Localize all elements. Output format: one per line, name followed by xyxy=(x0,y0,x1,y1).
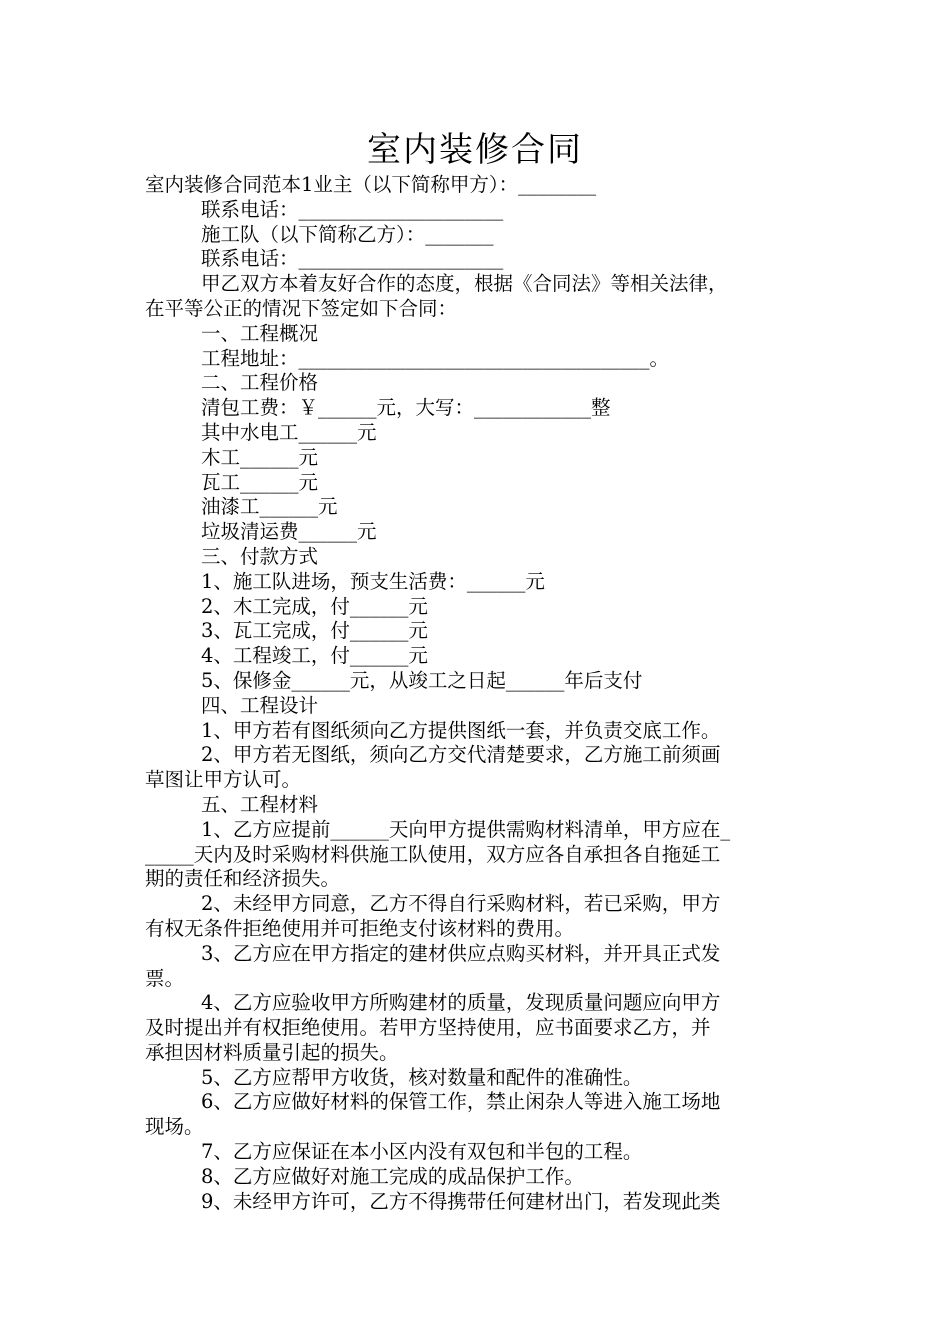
body-line: 瓦工______元 xyxy=(201,470,319,494)
body-line: 清包工费：￥______元，大写：____________整 xyxy=(201,396,611,420)
body-line: 1、施工队进场，预支生活费：______元 xyxy=(201,569,545,593)
body-line: 室内装修合同范本1业主（以下简称甲方）：________ xyxy=(145,173,597,196)
body-line: 工程地址：____________________________________。 xyxy=(201,346,670,370)
body-line: 2、甲方若无图纸，须向乙方交代清楚要求，乙方施工前须画 xyxy=(201,743,721,767)
body-line: 4、工程竣工，付______元 xyxy=(201,644,428,668)
body-line: 1、甲方若有图纸须向乙方提供图纸一套，并负责交底工作。 xyxy=(201,718,721,742)
body-line: 1、乙方应提前______天向甲方提供需购材料清单，甲方应在_ xyxy=(201,817,731,841)
body-line: 有权无条件拒绝使用并可拒绝支付该材料的费用。 xyxy=(145,916,575,940)
body-line: 6、乙方应做好材料的保管工作，禁止闲杂人等进入施工场地 xyxy=(201,1090,721,1114)
body-line: 4、乙方应验收甲方所购建材的质量，发现质量问题应向甲方 xyxy=(201,991,721,1015)
body-line: 9、未经甲方许可，乙方不得携带任何建材出门，若发现此类 xyxy=(201,1189,721,1213)
body-line: 8、乙方应做好对施工完成的成品保护工作。 xyxy=(201,1164,584,1188)
body-line: 在平等公正的情况下签定如下合同： xyxy=(145,296,458,320)
body-line: 木工______元 xyxy=(201,445,319,469)
body-line: 承担因材料质量引起的损失。 xyxy=(145,1040,399,1064)
document-title: 室内装修合同 xyxy=(367,130,583,170)
body-line: 票。 xyxy=(145,966,185,990)
body-line: 油漆工______元 xyxy=(201,495,338,519)
body-line: 2、木工完成，付______元 xyxy=(201,594,428,618)
body-line: 一、工程概况 xyxy=(201,321,319,345)
body-line: 其中水电工______元 xyxy=(201,420,377,444)
body-line: 5、保修金______元，从竣工之日起______年后支付 xyxy=(201,668,643,692)
body-line: 5、乙方应帮甲方收货，核对数量和配件的准确性。 xyxy=(201,1065,643,1089)
body-line: 3、瓦工完成，付______元 xyxy=(201,619,428,643)
body-line: 四、工程设计 xyxy=(201,693,319,717)
contract-body xyxy=(145,173,810,1214)
body-line: 甲乙双方本着友好合作的态度，根据《合同法》等相关法律， xyxy=(201,272,728,296)
body-line: 现场。 xyxy=(145,1115,204,1139)
body-line: 二、工程价格 xyxy=(201,371,319,395)
body-line: 草图让甲方认可。 xyxy=(145,768,302,792)
body-line: 期的责任和经济损失。 xyxy=(145,867,341,891)
body-line: 五、工程材料 xyxy=(201,792,319,816)
body-line: 3、乙方应在甲方指定的建材供应点购买材料，并开具正式发 xyxy=(201,941,721,965)
body-line: 施工队（以下简称乙方）：_______ xyxy=(201,222,494,246)
body-line: 2、未经甲方同意，乙方不得自行采购材料，若已采购，甲方 xyxy=(201,892,721,916)
body-line: _____天内及时采购材料供施工队使用，双方应各自承担各自拖延工 xyxy=(145,842,721,866)
body-line: 联系电话：_____________________ xyxy=(201,197,504,221)
body-line: 三、付款方式 xyxy=(201,544,319,568)
body-line: 联系电话：_____________________ xyxy=(201,247,504,271)
body-line: 垃圾清运费______元 xyxy=(201,520,377,544)
body-line: 及时提出并有权拒绝使用。若甲方坚持使用，应书面要求乙方，并 xyxy=(145,1016,711,1040)
body-line: 7、乙方应保证在本小区内没有双包和半包的工程。 xyxy=(201,1140,643,1164)
